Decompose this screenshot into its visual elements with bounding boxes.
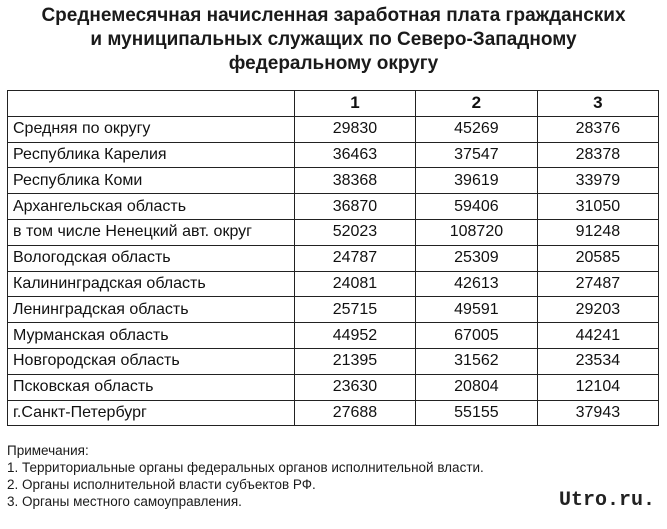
value-cell-col3: 28378	[537, 142, 658, 168]
value-cell-col1: 36870	[294, 194, 415, 220]
value-cell-col1: 24787	[294, 245, 415, 271]
value-cell-col3: 37943	[537, 400, 658, 426]
value-cell-col1: 27688	[294, 400, 415, 426]
value-cell-col2: 31562	[416, 348, 538, 374]
notes-heading: Примечания:	[7, 443, 89, 458]
value-cell-col3: 27487	[537, 271, 658, 297]
value-cell-col2: 59406	[416, 194, 538, 220]
note-item: 2. Органы исполнительной власти субъектов РФ.	[7, 477, 316, 492]
column-header-name	[8, 91, 295, 117]
table-row	[8, 348, 659, 374]
table-row	[8, 245, 659, 271]
column-header-3: 3	[537, 91, 658, 117]
value-cell-col2: 108720	[416, 219, 538, 245]
watermark-logo: Utro.ru.	[558, 489, 655, 512]
value-cell-col1: 44952	[294, 323, 415, 349]
table-row	[8, 116, 659, 142]
value-cell-col2: 37547	[416, 142, 538, 168]
table-header-row	[8, 91, 659, 117]
value-cell-col2: 55155	[416, 400, 538, 426]
value-cell-col1: 29830	[294, 116, 415, 142]
title-line-1: Среднемесячная начисленная заработная плата гражданских	[41, 5, 626, 26]
value-cell-col3: 20585	[537, 245, 658, 271]
title-line-3: федеральному округу	[228, 53, 439, 74]
table-row	[8, 323, 659, 349]
table-row	[8, 271, 659, 297]
value-cell-col3: 12104	[537, 374, 658, 400]
value-cell-col1: 21395	[294, 348, 415, 374]
table-row	[8, 297, 659, 323]
value-cell-col2: 67005	[416, 323, 538, 349]
table-row	[8, 400, 659, 426]
value-cell-col1: 24081	[294, 271, 415, 297]
value-cell-col3: 31050	[537, 194, 658, 220]
value-cell-col1: 38368	[294, 168, 415, 194]
value-cell-col2: 39619	[416, 168, 538, 194]
region-name-cell: в том числе Ненецкий авт. округ	[8, 219, 295, 245]
notes	[7, 442, 484, 510]
value-cell-col3: 44241	[537, 323, 658, 349]
value-cell-col3: 29203	[537, 297, 658, 323]
value-cell-col2: 25309	[416, 245, 538, 271]
note-item: 1. Территориальные органы федеральных органов исполнительной власти.	[7, 460, 484, 475]
table-row	[8, 374, 659, 400]
region-name-cell: Ленинградская область	[8, 297, 295, 323]
value-cell-col3: 23534	[537, 348, 658, 374]
region-name-cell: Вологодская область	[8, 245, 295, 271]
note-item: 3. Органы местного самоуправления.	[7, 494, 242, 509]
value-cell-col1: 25715	[294, 297, 415, 323]
value-cell-col3: 28376	[537, 116, 658, 142]
table-row	[8, 194, 659, 220]
region-name-cell: Калининградская область	[8, 271, 295, 297]
table-row	[8, 168, 659, 194]
table-row	[8, 142, 659, 168]
region-name-cell: Республика Карелия	[8, 142, 295, 168]
region-name-cell: Новгородская область	[8, 348, 295, 374]
value-cell-col3: 33979	[537, 168, 658, 194]
page-title	[0, 4, 667, 76]
salary-table	[7, 90, 659, 426]
title-line-2: и муниципальных служащих по Северо-Западному	[90, 29, 577, 50]
column-header-2: 2	[416, 91, 538, 117]
table-row	[8, 219, 659, 245]
value-cell-col3: 91248	[537, 219, 658, 245]
region-name-cell: Псковская область	[8, 374, 295, 400]
table-body	[8, 116, 659, 426]
column-header-1: 1	[294, 91, 415, 117]
value-cell-col2: 20804	[416, 374, 538, 400]
region-name-cell: Средняя по округу	[8, 116, 295, 142]
value-cell-col1: 52023	[294, 219, 415, 245]
value-cell-col1: 36463	[294, 142, 415, 168]
region-name-cell: Архангельская область	[8, 194, 295, 220]
value-cell-col2: 49591	[416, 297, 538, 323]
value-cell-col2: 42613	[416, 271, 538, 297]
value-cell-col2: 45269	[416, 116, 538, 142]
region-name-cell: г.Санкт-Петербург	[8, 400, 295, 426]
value-cell-col1: 23630	[294, 374, 415, 400]
region-name-cell: Республика Коми	[8, 168, 295, 194]
region-name-cell: Мурманская область	[8, 323, 295, 349]
